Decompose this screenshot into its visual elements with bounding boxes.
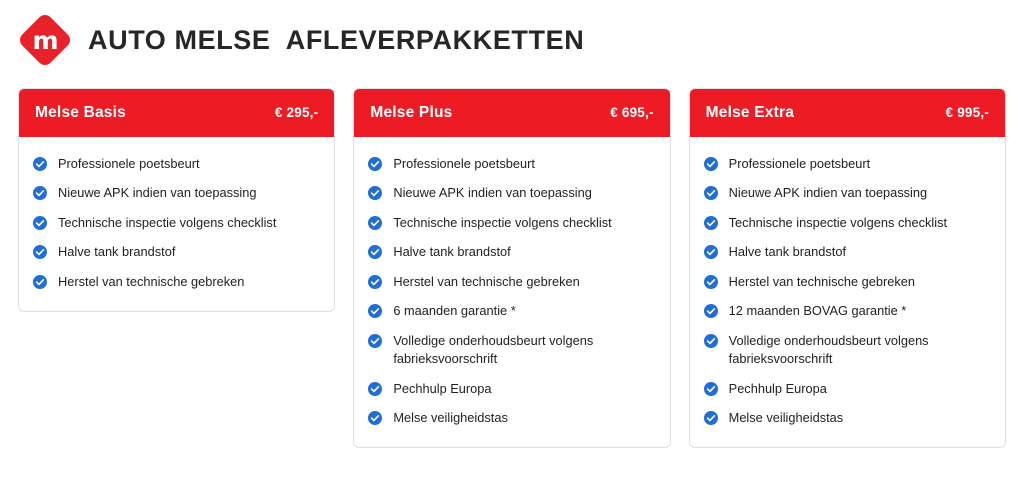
- check-circle-icon: [33, 157, 47, 171]
- feature-text: Pechhulp Europa: [393, 380, 492, 396]
- package-card-header: [19, 89, 334, 137]
- check-circle-icon: [368, 157, 382, 171]
- check-circle-icon: [33, 245, 47, 259]
- feature-text: Nieuwe APK indien van toepassing: [58, 185, 257, 201]
- list-item: [368, 179, 655, 209]
- list-item: [368, 208, 655, 238]
- feature-list: [19, 137, 334, 311]
- feature-text: Pechhulp Europa: [728, 380, 827, 396]
- package-name: Melse Extra: [705, 103, 795, 121]
- list-item: [368, 326, 655, 374]
- check-circle-icon: [368, 304, 382, 318]
- check-circle-icon: [33, 186, 47, 200]
- feature-text: Professionele poetsbeurt: [728, 155, 871, 171]
- check-circle-icon: [33, 216, 47, 230]
- feature-text: Volledige onderhoudsbeurt volgens fabrieksvoorschrift: [728, 332, 929, 367]
- feature-list: [690, 137, 1005, 447]
- package-price: € 995,-: [945, 105, 989, 120]
- check-circle-icon: [704, 216, 718, 230]
- feature-text: Halve tank brandstof: [393, 244, 511, 260]
- list-item: [704, 149, 991, 179]
- check-circle-icon: [704, 334, 718, 348]
- melse-diamond-logo-icon: [18, 13, 72, 67]
- feature-text: Technische inspectie volgens checklist: [58, 214, 277, 230]
- list-item: [368, 238, 655, 268]
- check-circle-icon: [704, 275, 718, 289]
- feature-text: Nieuwe APK indien van toepassing: [728, 185, 928, 201]
- package-price: € 295,-: [274, 105, 319, 120]
- list-item: [704, 208, 991, 238]
- list-item: [704, 297, 991, 327]
- check-circle-icon: [368, 216, 382, 230]
- feature-text: Nieuwe APK indien van toepassing: [393, 185, 592, 201]
- list-item: [704, 404, 991, 434]
- list-item: [368, 267, 655, 297]
- feature-text: Volledige onderhoudsbeurt volgens fabrieksvoorschrift: [393, 332, 594, 367]
- page-header: [0, 0, 1024, 62]
- list-item: [704, 179, 991, 209]
- feature-text: Melse veiligheidstas: [728, 410, 844, 426]
- list-item: [704, 238, 991, 268]
- check-circle-icon: [704, 382, 718, 396]
- list-item: [33, 149, 320, 179]
- package-card-header: [354, 89, 669, 137]
- list-item: [33, 267, 320, 297]
- check-circle-icon: [368, 186, 382, 200]
- feature-text: Herstel van technische gebreken: [393, 273, 580, 289]
- check-circle-icon: [33, 275, 47, 289]
- feature-text: 12 maanden BOVAG garantie *: [728, 303, 907, 319]
- check-circle-icon: [368, 245, 382, 259]
- check-circle-icon: [704, 186, 718, 200]
- package-card-basis[interactable]: [18, 88, 335, 312]
- check-circle-icon: [704, 411, 718, 425]
- check-circle-icon: [704, 157, 718, 171]
- package-price: € 695,-: [610, 105, 654, 120]
- package-card-plus[interactable]: [353, 88, 670, 448]
- package-card-extra[interactable]: [689, 88, 1006, 448]
- feature-text: 6 maanden garantie *: [393, 303, 516, 319]
- page-title: AUTO MELSE AFLEVERPAKKETTEN: [88, 24, 585, 55]
- feature-text: Professionele poetsbeurt: [393, 155, 535, 171]
- list-item: [33, 179, 320, 209]
- list-item: [33, 238, 320, 268]
- list-item: [368, 297, 655, 327]
- list-item: [704, 267, 991, 297]
- feature-text: Technische inspectie volgens checklist: [393, 214, 612, 230]
- feature-text: Halve tank brandstof: [728, 244, 847, 260]
- check-circle-icon: [704, 304, 718, 318]
- list-item: [368, 149, 655, 179]
- check-circle-icon: [368, 334, 382, 348]
- package-cards: [0, 62, 1024, 448]
- feature-text: Herstel van technische gebreken: [58, 273, 245, 289]
- list-item: [368, 404, 655, 434]
- package-name: Melse Basis: [35, 103, 126, 121]
- check-circle-icon: [704, 245, 718, 259]
- feature-text: Professionele poetsbeurt: [58, 155, 200, 171]
- feature-text: Technische inspectie volgens checklist: [728, 214, 948, 230]
- feature-text: Halve tank brandstof: [58, 244, 176, 260]
- check-circle-icon: [368, 411, 382, 425]
- package-name: Melse Plus: [370, 103, 453, 121]
- list-item: [704, 374, 991, 404]
- list-item: [704, 326, 991, 374]
- list-item: [368, 374, 655, 404]
- feature-list: [354, 137, 669, 447]
- package-card-header: [690, 89, 1005, 137]
- feature-text: Melse veiligheidstas: [393, 410, 508, 426]
- check-circle-icon: [368, 275, 382, 289]
- list-item: [33, 208, 320, 238]
- logo-letter: m: [32, 25, 58, 55]
- feature-text: Herstel van technische gebreken: [728, 273, 916, 289]
- check-circle-icon: [368, 382, 382, 396]
